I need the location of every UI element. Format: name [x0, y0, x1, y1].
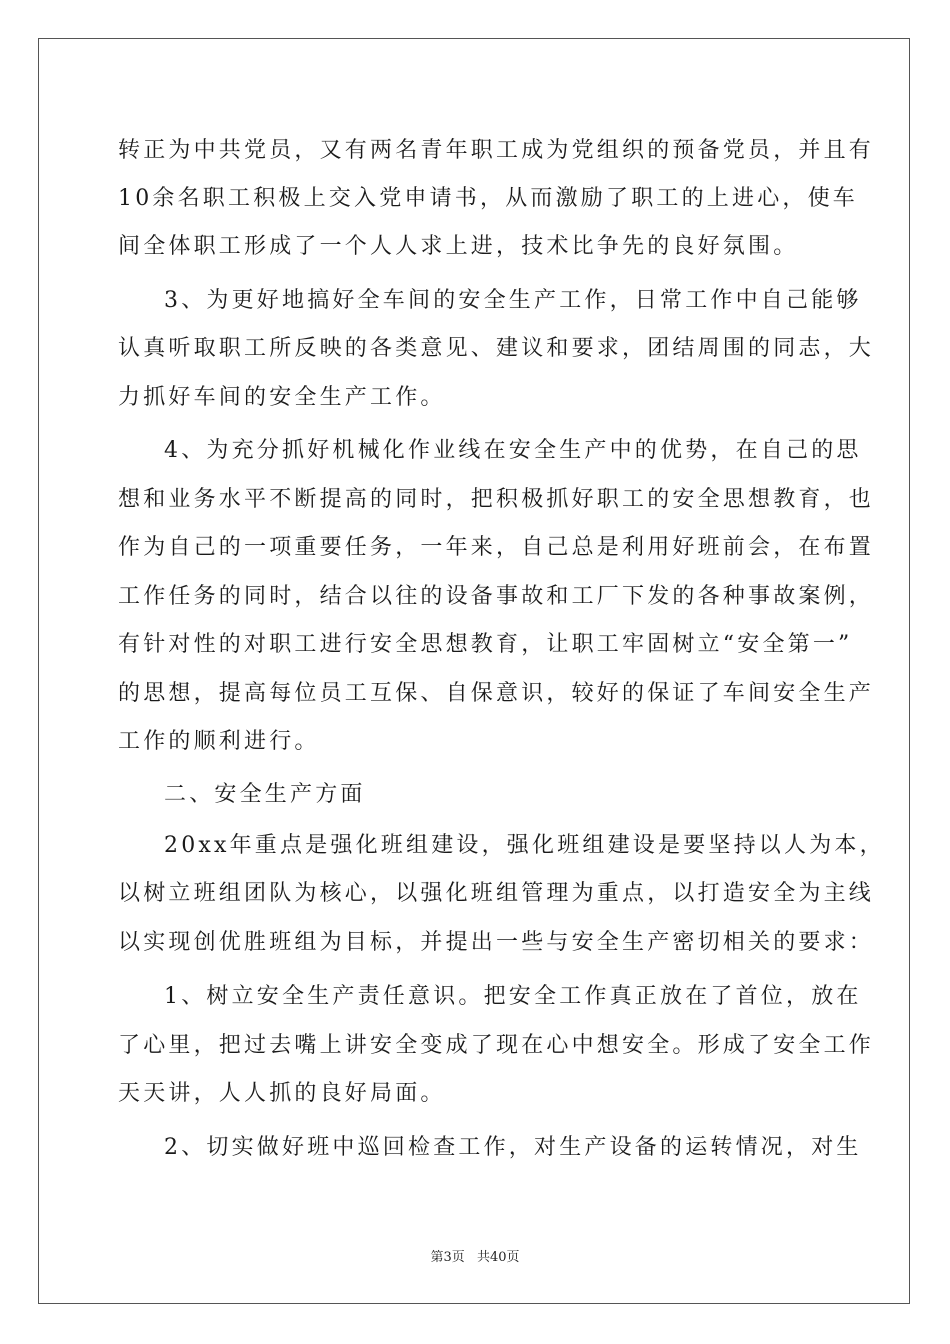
text-line: 工作的顺利进行。 — [118, 729, 320, 754]
text-line: 转正为中共党员，又有两名青年职工成为党组织的预备党员，并且有 — [118, 138, 875, 163]
section-heading: 二、安全生产方面 — [164, 782, 366, 807]
paragraph-start-line: 3、为更好地搞好全车间的安全生产工作，日常工作中自己能够 — [164, 288, 862, 313]
page-number: 第3页 — [430, 1250, 465, 1265]
text-line: 力抓好车间的安全生产工作。 — [118, 385, 446, 410]
page-footer — [0, 1246, 950, 1265]
text-line: 作为自己的一项重要任务，一年来，自己总是利用好班前会，在布置 — [118, 535, 875, 560]
text-line: 了心里，把过去嘴上讲安全变成了现在心中想安全。形成了安全工作 — [118, 1033, 875, 1058]
text-line: 以树立班组团队为核心，以强化班组管理为重点，以打造安全为主线 — [118, 881, 875, 906]
text-line: 认真听取职工所反映的各类意见、建议和要求，团结周围的同志，大 — [118, 336, 875, 361]
text-line: 的思想，提高每位员工互保、自保意识，较好的保证了车间安全生产 — [118, 681, 875, 706]
paragraph-start-line: 20xx年重点是强化班组建设，强化班组建设是要坚持以人为本， — [164, 833, 885, 858]
text-line: 有针对性的对职工进行安全思想教育，让职工牢固树立“安全第一” — [118, 632, 853, 657]
text-line: 想和业务水平不断提高的同时，把积极抓好职工的安全思想教育，也 — [118, 487, 875, 512]
text-line: 间全体职工形成了一个人人求上进，技术比争先的良好氛围。 — [118, 234, 799, 259]
paragraph-start-line: 1、树立安全生产责任意识。把安全工作真正放在了首位，放在 — [164, 984, 862, 1009]
page-total: 共40页 — [476, 1250, 520, 1265]
page-border — [38, 38, 910, 1304]
text-line: 工作任务的同时，结合以往的设备事故和工厂下发的各种事故案例， — [118, 584, 875, 609]
paragraph-start-line: 2、切实做好班中巡回检查工作，对生产设备的运转情况，对生 — [164, 1135, 862, 1160]
paragraph-start-line: 4、为充分抓好机械化作业线在安全生产中的优势，在自己的思 — [164, 438, 862, 463]
text-line: 以实现创优胜班组为目标，并提出一些与安全生产密切相关的要求： — [118, 930, 875, 955]
text-line: 天天讲，人人抓的良好局面。 — [118, 1081, 446, 1106]
text-line: 10余名职工积极上交入党申请书，从而激励了职工的上进心，使车 — [118, 186, 858, 211]
